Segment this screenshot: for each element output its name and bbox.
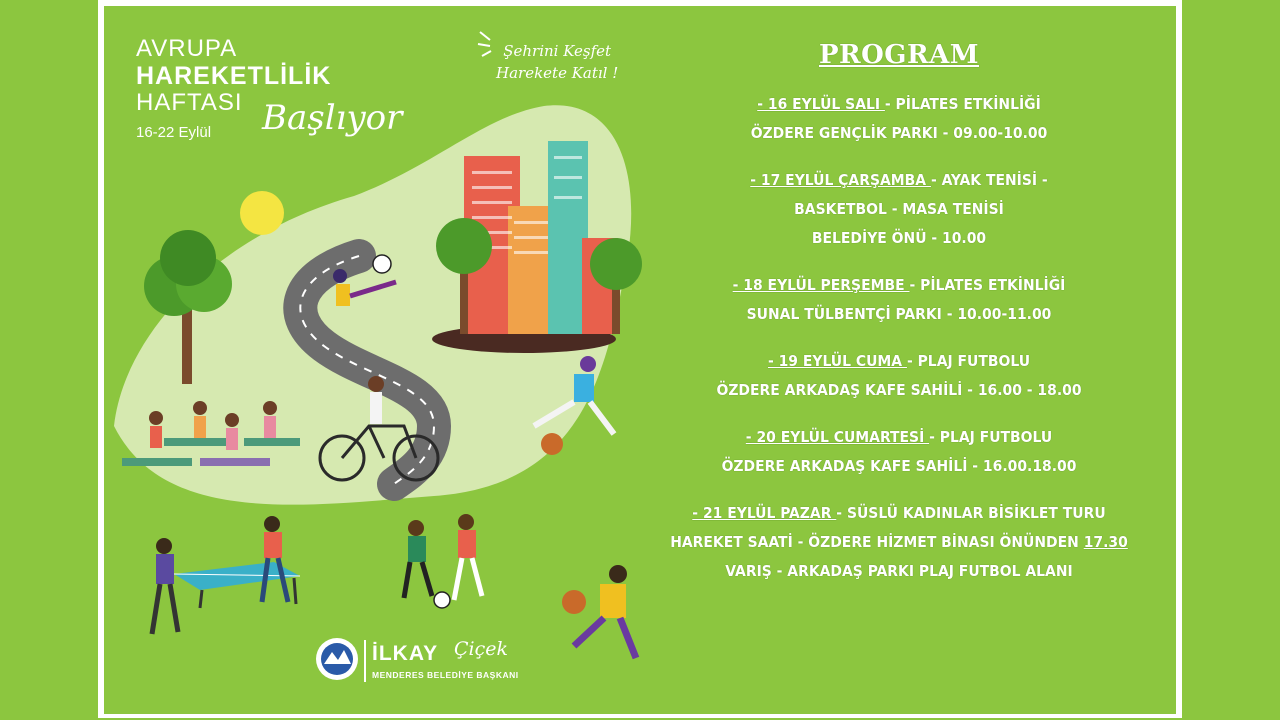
day-date: - 18 EYLÜL PERŞEMBE	[732, 276, 910, 294]
day-date: - 16 EYLÜL SALI	[757, 95, 885, 113]
event-title-line2: HAREKETLİLİK	[136, 62, 332, 90]
event-title-line1: AVRUPA	[136, 35, 238, 62]
building-2	[508, 206, 554, 334]
sun-icon	[240, 191, 284, 235]
event-title-line3: HAFTASI	[136, 89, 243, 116]
event-script-word: Başlıyor	[262, 98, 403, 138]
day-activity: - PİLATES ETKİNLİĞİ	[909, 276, 1066, 294]
cyclist-body	[370, 392, 382, 424]
day-location: BELEDİYE ÖNÜ - 10.00	[811, 229, 987, 247]
day-departure: HAREKET SAATİ - ÖZDERE HİZMET BİNASI ÖNÜNDEN	[670, 533, 1084, 551]
program-title: PROGRAM	[818, 40, 980, 70]
mayor-name: İLKAY	[372, 642, 439, 665]
soccer-ball-icon	[373, 255, 391, 273]
day-date: - 21 EYLÜL PAZAR	[692, 504, 837, 522]
day-location: ÖZDERE GENÇLİK PARKI - 09.00-10.00	[750, 124, 1048, 142]
program-day-3	[664, 271, 1134, 329]
program-day-1	[664, 90, 1134, 148]
mayor-surname: Çiçek	[454, 638, 509, 660]
program-day-2	[664, 166, 1134, 253]
day-activity: - AYAK TENİSİ -	[930, 171, 1048, 189]
municipality-seal-icon	[314, 636, 360, 682]
program-list	[664, 40, 1134, 604]
cyclist-head	[368, 376, 384, 392]
logo-divider	[364, 640, 366, 682]
slogan-line1: Şehrini Keşfet	[503, 42, 612, 60]
basketball-icon	[541, 433, 563, 455]
basketball-player	[562, 565, 636, 658]
day-activity: - PLAJ FUTBOLU	[929, 428, 1053, 446]
day-activity: - SÜSLÜ KADINLAR BİSİKLET TURU	[836, 504, 1106, 522]
day-date: - 19 EYLÜL CUMA	[767, 352, 907, 370]
day-location: ÖZDERE ARKADAŞ KAFE SAHİLİ - 16.00 - 18.00	[716, 381, 1082, 399]
slogan-line2: Harekete Katıl !	[496, 64, 619, 82]
day-arrival: VARIŞ - ARKADAŞ PARKI PLAJ FUTBOL ALANI	[725, 562, 1073, 580]
soccer-kids	[404, 514, 482, 608]
event-dates: 16-22 Eylül	[136, 124, 212, 141]
sports-illustration	[104, 6, 664, 714]
table-tennis	[152, 516, 300, 634]
day-activity: - PİLATES ETKİNLİĞİ	[884, 95, 1041, 113]
poster	[104, 6, 1176, 714]
day-location: SUNAL TÜLBENTÇİ PARKI - 10.00-11.00	[746, 305, 1052, 323]
mayor-title: MENDERES BELEDİYE BAŞKANI	[372, 670, 519, 680]
program-day-6	[664, 499, 1134, 586]
day-date: - 20 EYLÜL CUMARTESİ	[745, 428, 930, 446]
day-activity: - PLAJ FUTBOLU	[906, 352, 1031, 370]
day-departure-time: 17.30	[1083, 533, 1128, 551]
day-location: ÖZDERE ARKADAŞ KAFE SAHİLİ - 16.00.18.00	[721, 457, 1077, 475]
program-day-4	[664, 347, 1134, 405]
program-day-5	[664, 423, 1134, 481]
day-activity-cont: BASKETBOL - MASA TENİSİ	[794, 200, 1004, 218]
day-date: - 17 EYLÜL ÇARŞAMBA	[750, 171, 931, 189]
